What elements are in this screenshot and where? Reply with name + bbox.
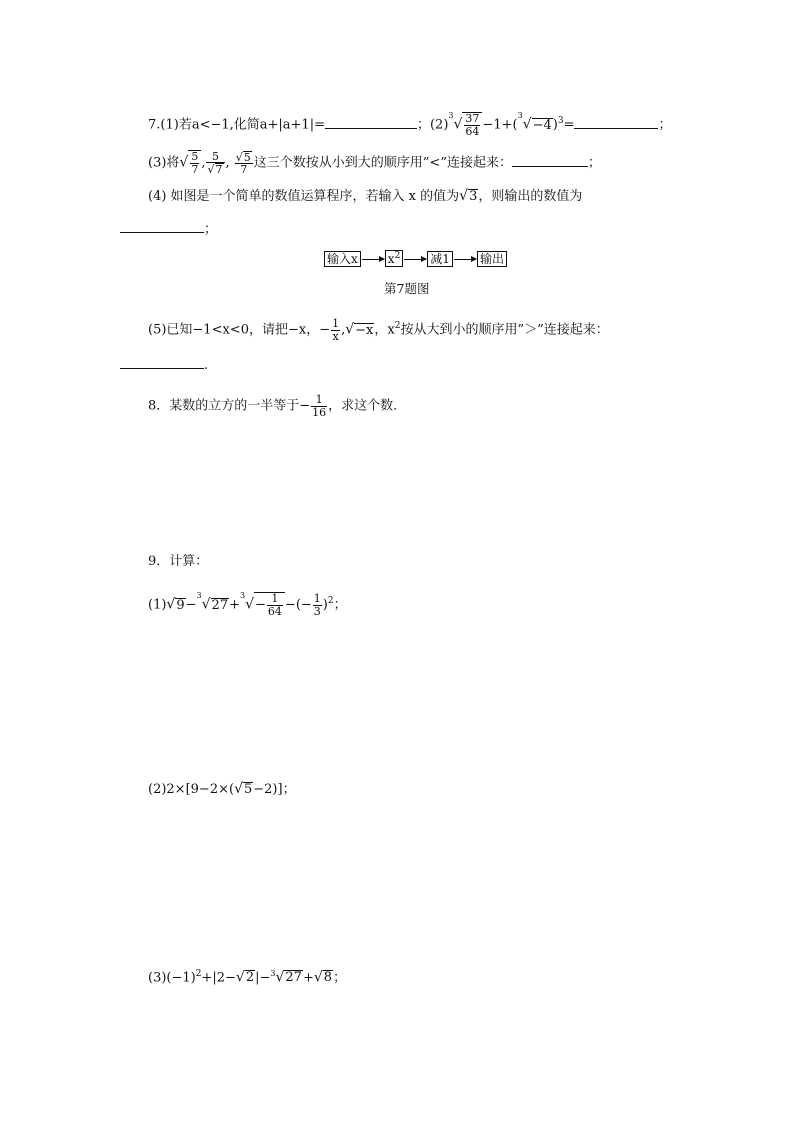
q9-p2-text-b: −2)]； bbox=[253, 782, 296, 797]
q7-p1-abs: |a+1|= bbox=[278, 117, 325, 133]
q7-line-1 bbox=[148, 112, 671, 137]
q7-p5-mid: ，x bbox=[374, 322, 395, 338]
q9-p1-frac1-num: 1 bbox=[267, 593, 283, 606]
q7-line-5b bbox=[120, 356, 208, 372]
q9-p3-text-d: + bbox=[302, 970, 314, 986]
flow-box-square bbox=[385, 250, 404, 267]
q7-p2-frac-num: 37 bbox=[465, 112, 480, 125]
q9-p1-neg: − bbox=[255, 597, 266, 613]
flow-diagram bbox=[324, 250, 507, 267]
q7-p5-frac-den: x bbox=[332, 329, 339, 343]
q7-p2-radical-sign: √ bbox=[453, 116, 463, 133]
q7-p2-exp: 3 bbox=[557, 116, 564, 127]
q7-p3-c-num: 5 bbox=[243, 150, 251, 164]
q7-p4-radicand: 3 bbox=[469, 189, 478, 204]
q9-p1-r1: 9 bbox=[176, 597, 185, 613]
q9-p1-plus: + bbox=[229, 597, 240, 613]
q7-p3-b-den: 7 bbox=[215, 163, 223, 177]
q9-p1-label: (1) bbox=[148, 597, 167, 613]
q7-p2-fraction bbox=[464, 113, 480, 137]
q9-p2-text-a: (2)2×[9−2×( bbox=[148, 782, 235, 797]
q7-p5-prefix: (5)已知−1<x<0，请把−x，− bbox=[148, 322, 331, 338]
q9-p3-text-b: +|2− bbox=[201, 970, 236, 986]
flow-box-minus-one: 减1 bbox=[427, 251, 453, 267]
q7-line-4 bbox=[148, 189, 582, 203]
q7-p2-root-index: 3 bbox=[448, 111, 454, 120]
flow-box-square-exp: 2 bbox=[394, 251, 401, 261]
q9-p1-minus: − bbox=[185, 597, 197, 613]
q7-p3-suffix: 这三个数按从小到大的顺序用”<”连接起来： bbox=[253, 155, 512, 171]
flow-box-input: 输入x bbox=[324, 251, 361, 267]
q8-line bbox=[148, 394, 406, 418]
q9-p1-sqrt3: √ bbox=[245, 596, 255, 613]
q9-p1-r2-index: 3 bbox=[196, 591, 202, 600]
q7-p3-a-radical: √ bbox=[179, 154, 189, 171]
q7-p3-semicolon: ； bbox=[587, 155, 601, 171]
q9-p1-r3 bbox=[254, 592, 285, 617]
flow-box-square-base: x bbox=[387, 252, 395, 266]
q9-p3-text-a: (3)(−1) bbox=[148, 970, 196, 986]
q7-p2-eq: = bbox=[563, 117, 575, 133]
q7-p5-radicand: −x bbox=[355, 322, 374, 338]
q7-p3-b-num: 5 bbox=[206, 151, 224, 164]
q7-p3-a-fraction bbox=[190, 151, 199, 175]
q9-p2-radicand: 5 bbox=[243, 782, 253, 797]
q9-p3-r2-index: 3 bbox=[270, 969, 276, 978]
q7-p2-inner-index: 3 bbox=[517, 111, 523, 120]
q9-p2-sqrt: √ bbox=[234, 781, 243, 797]
q7-p1-prefix: 7.(1)若a<−1,化简a+ bbox=[148, 117, 279, 133]
q9-p1-r2: 27 bbox=[211, 597, 229, 613]
q9-p1-sqrt1: √ bbox=[166, 596, 176, 613]
figure-caption: 第7题图 bbox=[384, 281, 430, 296]
q9-p1-mid: −(− bbox=[284, 597, 312, 613]
q7-p5-comma: , bbox=[341, 322, 346, 338]
q7-p2-tail: ) bbox=[552, 117, 558, 133]
q7-p2-radicand bbox=[462, 112, 482, 137]
q7-p2-mid: −1+( bbox=[482, 117, 518, 133]
q7-p4-tail: ，则输出的数值为 bbox=[478, 189, 583, 204]
q7-line-4b bbox=[120, 220, 217, 236]
q9-p2-line bbox=[148, 782, 296, 796]
q7-p5-fraction bbox=[331, 318, 340, 342]
q7-line-5 bbox=[148, 318, 609, 342]
q7-p3-b-fraction bbox=[206, 151, 224, 176]
q8-frac-den: 16 bbox=[312, 405, 327, 419]
q7-p1-sep: ；(2) bbox=[416, 117, 449, 133]
q9-p1-sqrt2: √ bbox=[201, 596, 211, 613]
q7-p1-answer-blank[interactable] bbox=[325, 116, 417, 129]
flow-arrow-3 bbox=[454, 259, 476, 260]
q9-p1-line bbox=[148, 592, 347, 617]
q9-p3-r3: 8 bbox=[323, 970, 333, 986]
q9-p1-frac2-num: 1 bbox=[313, 592, 321, 605]
q9-p3-sqrt1: √ bbox=[235, 969, 245, 986]
q7-p4-answer-blank[interactable] bbox=[120, 220, 204, 233]
q9-title: 9．计算： bbox=[148, 554, 209, 569]
q9-p1-frac2 bbox=[313, 593, 322, 617]
q7-p5-answer-blank[interactable] bbox=[120, 356, 204, 369]
q9-p1-frac2-den: 3 bbox=[313, 604, 321, 618]
q7-p2-answer-blank[interactable] bbox=[574, 116, 658, 129]
q9-p3-text-e: ； bbox=[333, 970, 347, 986]
q7-p3-c-fraction bbox=[235, 151, 253, 176]
q9-p1-tail: ) bbox=[322, 597, 328, 613]
q9-p1-r3-index: 3 bbox=[240, 591, 246, 600]
q7-p5-suffix: 按从大到小的顺序用”＞”连接起来： bbox=[400, 322, 609, 338]
q7-p5-frac-num: 1 bbox=[332, 317, 340, 330]
q9-p3-r2: 27 bbox=[285, 970, 302, 986]
q9-p1-semicolon: ； bbox=[333, 597, 347, 613]
q7-p4-text: (4) 如图是一个简单的数值运算程序，若输入 x 的值为 bbox=[148, 189, 460, 204]
q7-p2-inner-radical: √ bbox=[522, 116, 532, 133]
flow-arrow-1 bbox=[362, 259, 384, 260]
q7-p5-sup: 2 bbox=[394, 321, 401, 332]
q7-p3-c-den: 7 bbox=[240, 163, 248, 177]
q7-p3-answer-blank[interactable] bbox=[512, 154, 588, 167]
q7-p3-c-num-wrap: √5 bbox=[235, 150, 251, 164]
q7-p3-a-radicand bbox=[188, 150, 201, 175]
q9-p1-frac1-den: 64 bbox=[267, 604, 282, 618]
q9-p3-sqrt2: √ bbox=[275, 969, 285, 986]
flow-arrow-2 bbox=[404, 259, 426, 260]
q9-p3-text-c: |− bbox=[255, 970, 271, 986]
q9-p3-exp: 2 bbox=[195, 969, 202, 979]
q7-p2-frac-den: 64 bbox=[465, 124, 480, 138]
q7-p4-radical: √ bbox=[459, 188, 469, 204]
flow-box-output: 输出 bbox=[477, 251, 507, 267]
q8-prefix: 8．某数的立方的一半等于− bbox=[148, 398, 311, 414]
q9-p3-line bbox=[148, 970, 346, 984]
q7-p3-b-den-wrap: √7 bbox=[207, 163, 223, 177]
q7-p5-radical: √ bbox=[345, 321, 355, 338]
q7-p4-semicolon: ； bbox=[204, 222, 218, 237]
q9-p3-r1: 2 bbox=[245, 970, 255, 986]
q8-frac-num: 1 bbox=[311, 394, 327, 407]
q7-line-3: (3)将√ $\frac{5}{7}$ , $\frac{5}{√7}$ , $\frac{√5}{7}$ 这三个数按从小到大的顺序用”<”连接起来： ； bbox=[148, 149, 601, 177]
q9-p1-exp: 2 bbox=[327, 596, 334, 607]
q9-p3-sqrt3: √ bbox=[313, 969, 323, 986]
q9-p1-frac1 bbox=[267, 593, 283, 617]
q7-end-semicolon: ； bbox=[658, 117, 672, 133]
q7-p2-inner-radicand: −4 bbox=[532, 117, 552, 133]
q8-fraction bbox=[311, 394, 327, 418]
q7-p3-a-num: 5 bbox=[191, 150, 199, 163]
q7-p3-prefix: (3)将 bbox=[148, 155, 180, 171]
q7-p3-a-den: 7 bbox=[191, 162, 199, 176]
q8-suffix: ，求这个数． bbox=[328, 398, 407, 414]
q7-p5-period: . bbox=[204, 358, 209, 373]
